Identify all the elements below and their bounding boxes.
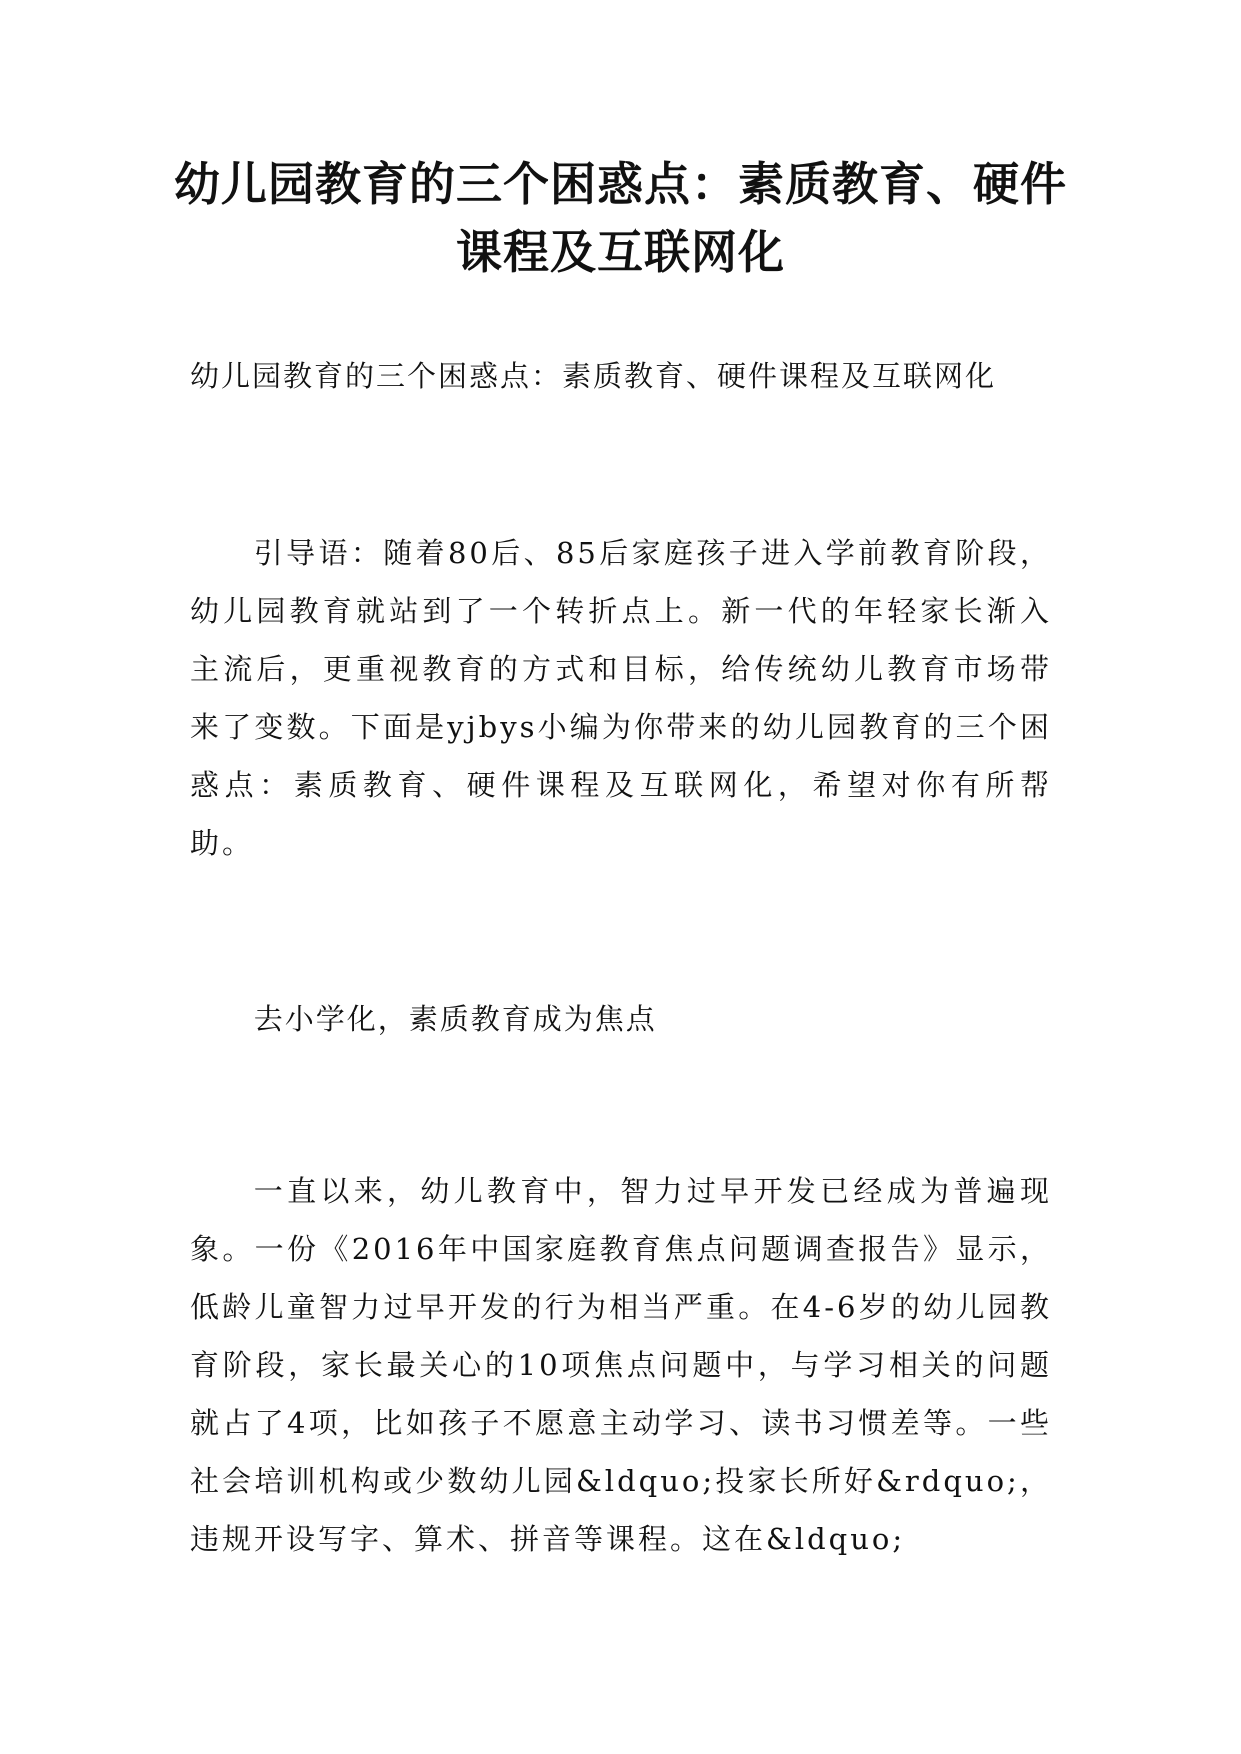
title-line-1: 幼儿园教育的三个困惑点：素质教育、硬件 [174, 157, 1067, 211]
document-subtitle: 幼儿园教育的三个困惑点：素质教育、硬件课程及互联网化 [190, 359, 997, 393]
body-paragraph: 一直以来，幼儿教育中，智力过早开发已经成为普遍现象。一份《2016年中国家庭教育焦点问题调查报告》显示，低龄儿童智力过早开发的行为相当严重。在4-6岁的幼儿园教育阶段，家长最关心的10项焦点问题中，与学习相关的问题就占了4项，比如孩子不愿意主动学习、读书习惯差等。一些社会培训机构或少数幼儿园&ldquo;投家长所好&rdquo;，违规开设写字、算术、拼音等课程。这在&ldquo; [190, 1174, 1052, 1556]
document-title [150, 150, 1091, 286]
section-heading: 去小学化，素质教育成为焦点 [253, 1002, 657, 1036]
title-line-2: 课程及互联网化 [456, 225, 785, 279]
intro-paragraph: 引导语：随着80后、85后家庭孩子进入学前教育阶段，幼儿园教育就站到了一个转折点上。新一代的年轻家长渐入主流后，更重视教育的方式和目标，给传统幼儿教育市场带来了变数。下面是yjbys小编为你带来的幼儿园教育的三个困惑点：素质教育、硬件课程及互联网化，希望对你有所帮助。 [190, 536, 1052, 860]
